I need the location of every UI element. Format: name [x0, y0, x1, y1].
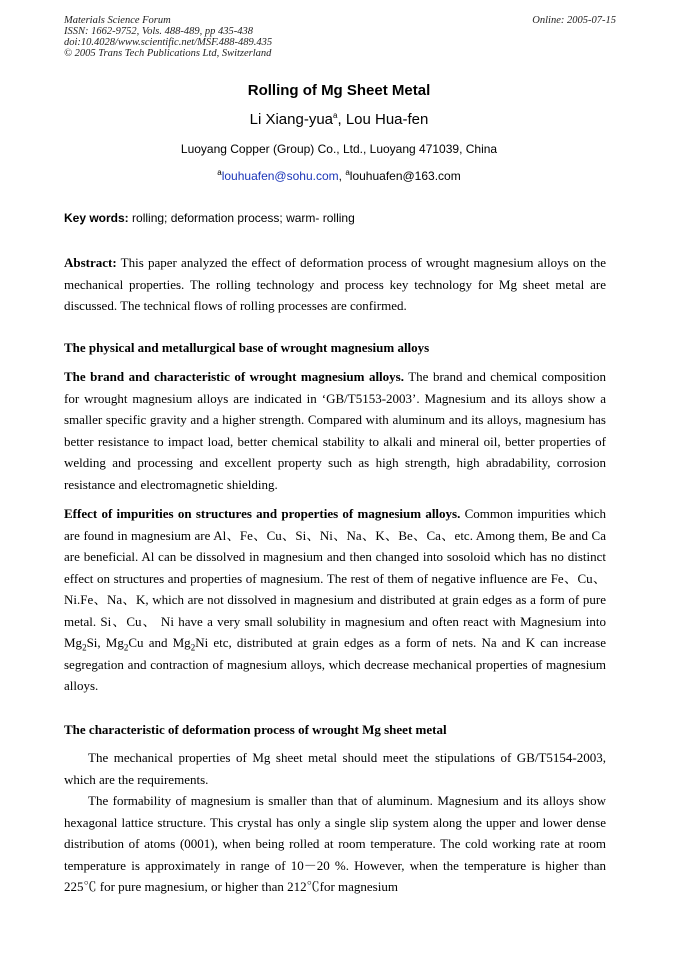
keywords-text: rolling; deformation process; warm- rolling: [128, 211, 355, 225]
section-2-paragraph-1: The mechanical properties of Mg sheet metal should meet the stipulations of GB/T5154-2003, which are the requirements.: [64, 750, 606, 787]
journal-header: [64, 15, 272, 59]
email-2: louhuafen@163.com: [349, 169, 461, 183]
journal-name: Materials Science Forum: [64, 15, 171, 26]
para-1-text: The brand and chemical composition for wrought magnesium alloys are indicated in ‘GB/T5153-2003’. Magnesium and its alloys show a smaller specific gravity and a higher strength. Compared with aluminum and its alloys, magnesium has better resistance to impact load, better chemical stability to alkali and mineral oil, better properties of welding and processing and excellent property such as high strength, high abradability, corrosion resistance and electromagnetic shielding.: [64, 369, 606, 492]
author-2: Lou Hua-fen: [345, 111, 429, 128]
section-2-heading: The characteristic of deformation process of wrought Mg sheet metal: [64, 722, 447, 737]
subscript-1: 2: [82, 642, 87, 653]
para-2-text-c: Cu and Mg: [128, 635, 191, 650]
email-separator: ,: [338, 169, 346, 183]
author-1-sup: a: [333, 111, 338, 120]
keywords: [64, 211, 355, 225]
copyright-line: © 2005 Trans Tech Publications Ltd, Switzerland: [64, 48, 272, 59]
para-2-lead: Effect of impurities on structures and properties of magnesium alloys.: [64, 506, 461, 521]
author-list: [0, 111, 678, 128]
para-2-text-a: Common impurities which are found in magnesium are Al、Fe、Cu、Si、Ni、Na、K、Be、Ca、etc. Among them, Be and Ca are beneficial. Al can be dissolved in magnesium and then changed into sosoloid which has no distinct effect on structures and properties of magnesium. The rest of them of negative influence are Fe、Cu、Ni.Fe、Na、K, which are not dissolved in magnesium and distributed at grain edges as a form of pure metal. Si、Cu、 Ni have a very small solubility in magnesium and often react with Magnesium into Mg: [64, 506, 606, 650]
para-2-text-b: Si, Mg: [86, 635, 124, 650]
online-date: Online: 2005-07-15: [532, 15, 616, 26]
email-line: [0, 169, 678, 183]
email-1-link[interactable]: louhuafen@sohu.com: [221, 169, 339, 183]
abstract-label: Abstract:: [64, 255, 117, 270]
abstract-text: This paper analyzed the effect of deformation process of wrought magnesium alloys on the mechanical properties. The rolling technology and process key technology for Mg sheet metal are discussed. The technical flows of rolling processes are confirmed.: [64, 255, 606, 313]
author-1: Li Xiang-yua: [249, 111, 334, 128]
section-1-paragraph-1: [64, 366, 606, 495]
affiliation: Luoyang Copper (Group) Co., Ltd., Luoyang 471039, China: [180, 142, 498, 156]
keywords-label: Key words:: [64, 211, 129, 225]
abstract: [64, 252, 606, 317]
email-2-sup: a: [345, 168, 350, 177]
subscript-2: 2: [123, 642, 129, 653]
paper-title: Rolling of Mg Sheet Metal: [247, 82, 431, 99]
section-1-heading: The physical and metallurgical base of wrought magnesium alloys: [64, 340, 430, 355]
email-1-sup: a: [217, 168, 222, 177]
subscript-3: 2: [190, 642, 196, 653]
section-2-paragraph-2: The formability of magnesium is smaller than that of aluminum. Magnesium and its alloys show hexagonal lattice structure. This crystal has only a single slip system along the upper and lower dense distribution of atoms (0001), when being rolled at room temperature. The cold working rate at room temperature is approximately in range of 10－20 %. However, when the temperature is higher than 225℃ for pure magnesium, or higher than 212℃for magnesium: [64, 793, 606, 894]
author-separator: ,: [337, 111, 346, 128]
issn-line: ISSN: 1662-9752, Vols. 488-489, pp 435-438: [64, 26, 253, 37]
para-1-lead: The brand and characteristic of wrought magnesium alloys.: [64, 369, 404, 384]
section-1-paragraph-2: [64, 503, 606, 697]
para-2-text-d: Ni etc, distributed at grain edges as a form of nets. Na and K can increase segregation and contraction of magnesium alloys, which decrease mechanical properties of magnesium alloys.: [64, 635, 607, 693]
doi-line: doi:10.4028/www.scientific.net/MSF.488-489.435: [64, 37, 273, 48]
